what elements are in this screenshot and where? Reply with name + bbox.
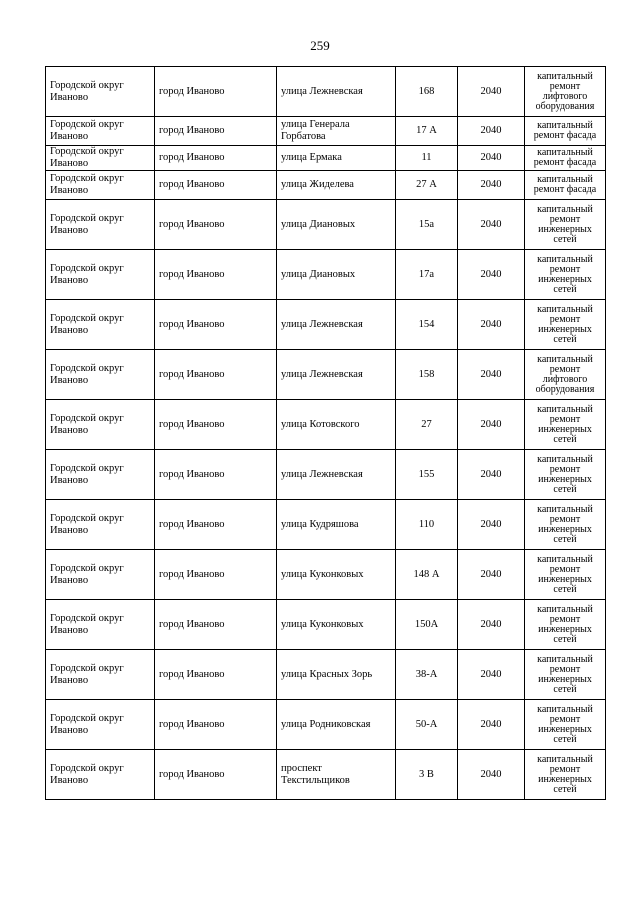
district-cell: [46, 450, 155, 500]
work-type-cell: [525, 67, 606, 117]
street-text: улица Красных Зорь: [281, 668, 373, 680]
house-cell: [396, 300, 458, 350]
district-cell: [46, 500, 155, 550]
year-cell: [458, 171, 525, 200]
street-text: улица Родниковская: [281, 718, 371, 730]
year-text: 2040: [480, 518, 502, 530]
house-cell: [396, 117, 458, 146]
city-cell: [155, 550, 277, 600]
year-cell: [458, 67, 525, 117]
work-type-cell: [525, 200, 606, 250]
city-text: город Иваново: [159, 179, 225, 190]
year-cell: [458, 250, 525, 300]
house-cell: [396, 350, 458, 400]
district-text: Городской округ Иваново: [50, 362, 124, 386]
year-text: 2040: [480, 768, 502, 780]
district-text: Городской округ Иваново: [50, 412, 124, 436]
city-cell: [155, 300, 277, 350]
city-text: город Иваново: [159, 718, 225, 730]
street-cell: [277, 146, 396, 171]
registry-table: [45, 66, 606, 800]
city-text: город Иваново: [159, 85, 225, 97]
street-cell: [277, 350, 396, 400]
district-text: Городской округ Иваново: [50, 662, 124, 686]
table-row: [46, 550, 606, 600]
work-type-text: капитальный ремонт инженерных сетей: [537, 253, 593, 295]
house-text: 38-А: [415, 668, 438, 680]
house-cell: [396, 500, 458, 550]
registry-table-body: [46, 67, 606, 800]
year-text: 2040: [480, 85, 502, 97]
street-cell: [277, 300, 396, 350]
year-text: 2040: [480, 468, 502, 480]
city-cell: [155, 700, 277, 750]
city-cell: [155, 500, 277, 550]
house-text: 50-А: [415, 718, 438, 730]
year-cell: [458, 550, 525, 600]
street-text: улица Котовского: [281, 418, 360, 430]
year-text: 2040: [480, 152, 502, 163]
city-text: город Иваново: [159, 125, 225, 136]
year-cell: [458, 300, 525, 350]
street-cell: [277, 117, 396, 146]
work-type-cell: [525, 700, 606, 750]
table-row: [46, 650, 606, 700]
street-text: улица Жиделева: [281, 179, 354, 190]
work-type-cell: [525, 146, 606, 171]
year-text: 2040: [480, 668, 502, 680]
table-row: [46, 400, 606, 450]
street-cell: [277, 400, 396, 450]
house-text: 17 А: [416, 125, 437, 136]
year-cell: [458, 146, 525, 171]
street-text: улица Ермака: [281, 152, 342, 163]
city-text: город Иваново: [159, 618, 225, 630]
year-text: 2040: [480, 568, 502, 580]
year-cell: [458, 500, 525, 550]
city-cell: [155, 600, 277, 650]
district-cell: [46, 600, 155, 650]
work-type-text: капитальный ремонт инженерных сетей: [537, 453, 593, 495]
work-type-cell: [525, 400, 606, 450]
work-type-text: капитальный ремонт инженерных сетей: [537, 503, 593, 545]
district-text: Городской округ Иваново: [50, 612, 124, 636]
street-cell: [277, 171, 396, 200]
street-text: улица Лежневская: [281, 85, 363, 97]
street-text: улица Генерала Горбатова: [281, 119, 350, 142]
year-text: 2040: [480, 268, 502, 280]
street-cell: [277, 500, 396, 550]
street-cell: [277, 250, 396, 300]
work-type-cell: [525, 300, 606, 350]
district-text: Городской округ Иваново: [50, 173, 124, 196]
table-row: [46, 500, 606, 550]
work-type-text: капитальный ремонт фасада: [533, 120, 597, 141]
house-cell: [396, 550, 458, 600]
city-text: город Иваново: [159, 768, 225, 780]
house-cell: [396, 700, 458, 750]
year-cell: [458, 350, 525, 400]
work-type-cell: [525, 500, 606, 550]
house-text: 27: [421, 418, 432, 430]
street-cell: [277, 550, 396, 600]
city-cell: [155, 200, 277, 250]
table-row: [46, 117, 606, 146]
city-text: город Иваново: [159, 218, 225, 230]
table-row: [46, 67, 606, 117]
work-type-text: капитальный ремонт фасада: [533, 174, 597, 195]
district-cell: [46, 550, 155, 600]
district-text: Городской округ Иваново: [50, 562, 124, 586]
street-text: улица Кудряшова: [281, 518, 359, 530]
table-row: [46, 171, 606, 200]
year-cell: [458, 600, 525, 650]
house-text: 3 В: [419, 768, 434, 780]
year-text: 2040: [480, 125, 502, 136]
work-type-text: капитальный ремонт фасада: [533, 147, 597, 168]
house-text: 17а: [418, 268, 435, 280]
house-cell: [396, 750, 458, 800]
city-cell: [155, 250, 277, 300]
house-text: 158: [418, 368, 435, 380]
city-text: город Иваново: [159, 668, 225, 680]
street-cell: [277, 450, 396, 500]
district-text: Городской округ Иваново: [50, 119, 124, 142]
district-cell: [46, 350, 155, 400]
house-text: 110: [418, 518, 435, 530]
district-text: Городской округ Иваново: [50, 212, 124, 236]
district-text: Городской округ Иваново: [50, 712, 124, 736]
work-type-text: капитальный ремонт лифтового оборудования: [535, 353, 595, 395]
house-text: 168: [418, 85, 435, 97]
house-text: 11: [421, 152, 432, 163]
work-type-cell: [525, 650, 606, 700]
district-cell: [46, 117, 155, 146]
district-text: Городской округ Иваново: [50, 79, 124, 103]
year-cell: [458, 200, 525, 250]
street-cell: [277, 67, 396, 117]
work-type-cell: [525, 550, 606, 600]
street-text: улица Лежневская: [281, 368, 363, 380]
street-text: проспект Текстильщиков: [281, 762, 350, 786]
street-text: улица Диановых: [281, 218, 356, 230]
city-text: город Иваново: [159, 418, 225, 430]
year-cell: [458, 750, 525, 800]
year-text: 2040: [480, 418, 502, 430]
year-text: 2040: [480, 218, 502, 230]
district-text: Городской округ Иваново: [50, 262, 124, 286]
city-cell: [155, 117, 277, 146]
city-cell: [155, 450, 277, 500]
city-text: город Иваново: [159, 268, 225, 280]
house-text: 150А: [414, 618, 439, 630]
district-text: Городской округ Иваново: [50, 462, 124, 486]
district-cell: [46, 750, 155, 800]
table-row: [46, 250, 606, 300]
work-type-cell: [525, 600, 606, 650]
street-cell: [277, 200, 396, 250]
table-row: [46, 146, 606, 171]
house-cell: [396, 171, 458, 200]
work-type-text: капитальный ремонт инженерных сетей: [537, 603, 593, 645]
street-cell: [277, 700, 396, 750]
district-cell: [46, 300, 155, 350]
city-text: город Иваново: [159, 318, 225, 330]
house-text: 27 А: [416, 179, 437, 190]
district-cell: [46, 171, 155, 200]
city-cell: [155, 400, 277, 450]
house-cell: [396, 250, 458, 300]
street-cell: [277, 600, 396, 650]
year-text: 2040: [480, 179, 502, 190]
district-cell: [46, 200, 155, 250]
house-cell: [396, 600, 458, 650]
house-cell: [396, 200, 458, 250]
table-row: [46, 350, 606, 400]
work-type-text: капитальный ремонт инженерных сетей: [537, 303, 593, 345]
house-cell: [396, 67, 458, 117]
city-text: город Иваново: [159, 152, 225, 163]
city-text: город Иваново: [159, 568, 225, 580]
street-text: улица Лежневская: [281, 468, 363, 480]
table-row: [46, 750, 606, 800]
house-cell: [396, 450, 458, 500]
city-text: город Иваново: [159, 518, 225, 530]
year-text: 2040: [480, 368, 502, 380]
district-cell: [46, 400, 155, 450]
district-text: Городской округ Иваново: [50, 762, 124, 786]
district-text: Городской округ Иваново: [50, 146, 124, 169]
year-cell: [458, 700, 525, 750]
district-cell: [46, 146, 155, 171]
house-text: 155: [418, 468, 435, 480]
street-text: улица Лежневская: [281, 318, 363, 330]
house-text: 154: [418, 318, 435, 330]
work-type-text: капитальный ремонт лифтового оборудования: [535, 70, 595, 112]
city-cell: [155, 650, 277, 700]
work-type-text: капитальный ремонт инженерных сетей: [537, 653, 593, 695]
work-type-text: капитальный ремонт инженерных сетей: [537, 553, 593, 595]
table-row: [46, 600, 606, 650]
year-text: 2040: [480, 618, 502, 630]
district-cell: [46, 67, 155, 117]
district-text: Городской округ Иваново: [50, 312, 124, 336]
district-cell: [46, 650, 155, 700]
year-text: 2040: [480, 318, 502, 330]
city-cell: [155, 750, 277, 800]
street-text: улица Куконковых: [281, 568, 364, 580]
house-cell: [396, 650, 458, 700]
city-text: город Иваново: [159, 368, 225, 380]
street-text: улица Диановых: [281, 268, 356, 280]
district-cell: [46, 250, 155, 300]
year-cell: [458, 117, 525, 146]
table-row: [46, 300, 606, 350]
house-text: 15а: [418, 218, 435, 230]
work-type-text: капитальный ремонт инженерных сетей: [537, 403, 593, 445]
work-type-text: капитальный ремонт инженерных сетей: [537, 703, 593, 745]
city-cell: [155, 171, 277, 200]
work-type-cell: [525, 250, 606, 300]
work-type-cell: [525, 350, 606, 400]
year-text: 2040: [480, 718, 502, 730]
table-row: [46, 450, 606, 500]
district-text: Городской округ Иваново: [50, 512, 124, 536]
district-cell: [46, 700, 155, 750]
table-row: [46, 200, 606, 250]
year-cell: [458, 450, 525, 500]
work-type-text: капитальный ремонт инженерных сетей: [537, 753, 593, 795]
page-number: 259: [310, 38, 330, 53]
street-text: улица Куконковых: [281, 618, 364, 630]
street-cell: [277, 750, 396, 800]
work-type-cell: [525, 450, 606, 500]
city-cell: [155, 146, 277, 171]
city-cell: [155, 67, 277, 117]
work-type-text: капитальный ремонт инженерных сетей: [537, 203, 593, 245]
year-cell: [458, 400, 525, 450]
work-type-cell: [525, 750, 606, 800]
city-text: город Иваново: [159, 468, 225, 480]
city-cell: [155, 350, 277, 400]
year-cell: [458, 650, 525, 700]
house-text: 148 А: [413, 568, 440, 580]
table-row: [46, 700, 606, 750]
work-type-cell: [525, 171, 606, 200]
work-type-cell: [525, 117, 606, 146]
house-cell: [396, 146, 458, 171]
street-cell: [277, 650, 396, 700]
house-cell: [396, 400, 458, 450]
